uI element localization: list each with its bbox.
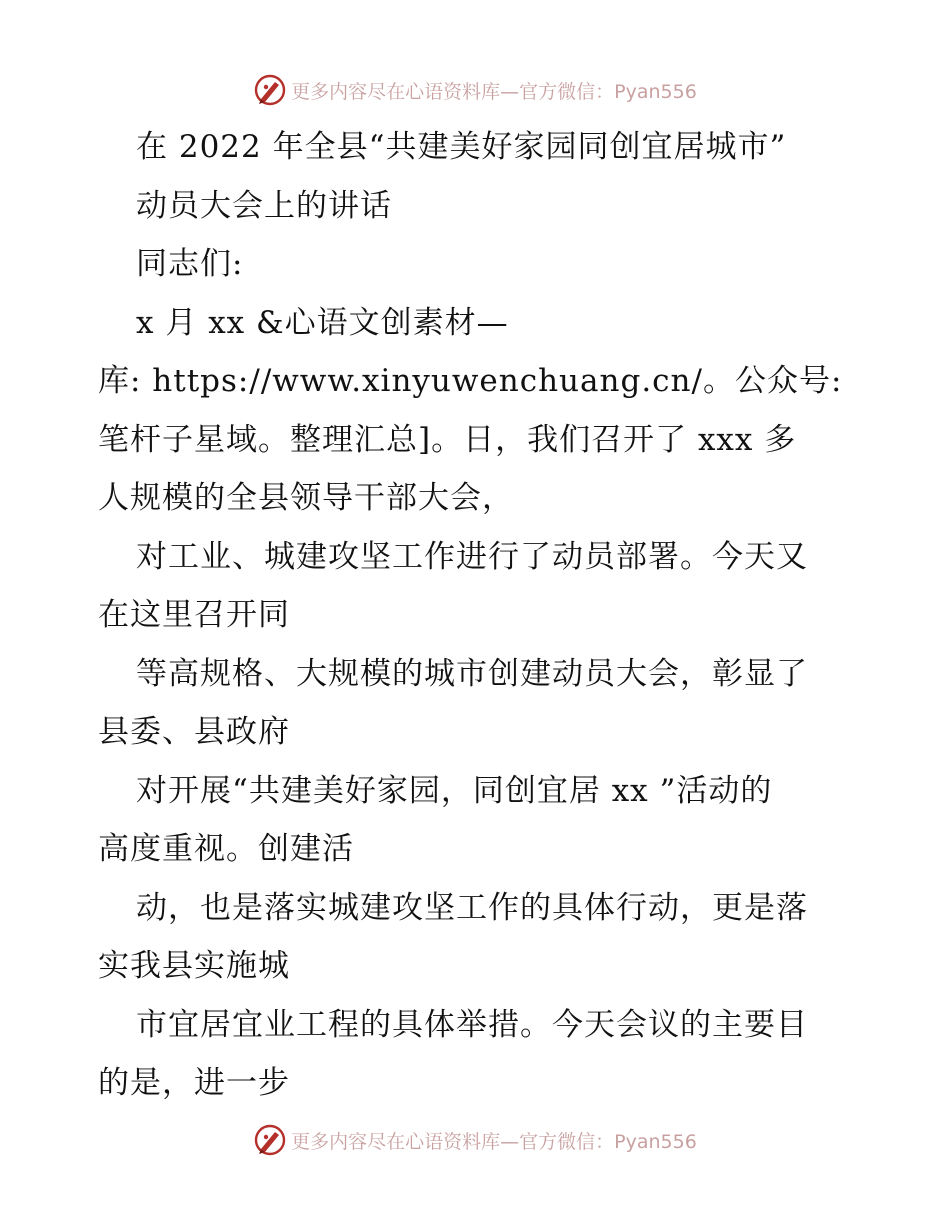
watermark-handle: Pyan556 <box>614 1130 697 1153</box>
pen-logo-icon <box>253 73 287 107</box>
text-line: 县委、县政府 <box>98 714 290 750</box>
text-line: 实我县实施城 <box>98 948 290 984</box>
text-line: 高度重视。创建活 <box>98 831 354 867</box>
watermark-text <box>291 77 697 104</box>
text-line: 人规模的全县领导干部大会， <box>98 480 514 516</box>
watermark-text <box>291 1127 697 1154</box>
watermark-group <box>253 1123 697 1157</box>
watermark-handle: Pyan556 <box>614 80 697 103</box>
text-line: 市宜居宜业工程的具体举措。今天会议的主要目 <box>136 1006 808 1043</box>
text-line: 笔杆子星域。整理汇总]。日，我们召开了 xxx 多 <box>98 421 797 458</box>
document-body <box>98 118 858 1113</box>
text-line: 动，也是落实城建攻坚工作的具体行动，更是落 <box>136 889 808 926</box>
watermark-label: 更多内容尽在心语资料库—官方微信： <box>291 80 615 103</box>
text-line: 动员大会上的讲话 <box>136 187 392 224</box>
text-line: 在这里召开同 <box>98 597 290 633</box>
text-line: 对开展“共建美好家园，同创宜居 xx ”活动的 <box>136 772 773 809</box>
text-line: 库: https://www.xinyuwenchuang.cn/。公众号: <box>98 363 843 399</box>
text-line: 在 2022 年全县“共建美好家园同创宜居城市” <box>136 129 787 165</box>
header-watermark <box>0 70 950 110</box>
text-line: 的是，进一步 <box>98 1065 290 1101</box>
text-line: 对工业、城建攻坚工作进行了动员部署。今天又 <box>136 538 808 575</box>
text-line: 等高规格、大规模的城市创建动员大会，彰显了 <box>136 655 808 692</box>
text-line: x 月 xx &心语文创素材— <box>136 304 509 341</box>
text-line: 同志们: <box>136 246 244 282</box>
pen-logo-icon <box>253 1123 287 1157</box>
watermark-label: 更多内容尽在心语资料库—官方微信： <box>291 1130 615 1153</box>
watermark-group <box>253 73 697 107</box>
footer-watermark <box>0 1120 950 1160</box>
